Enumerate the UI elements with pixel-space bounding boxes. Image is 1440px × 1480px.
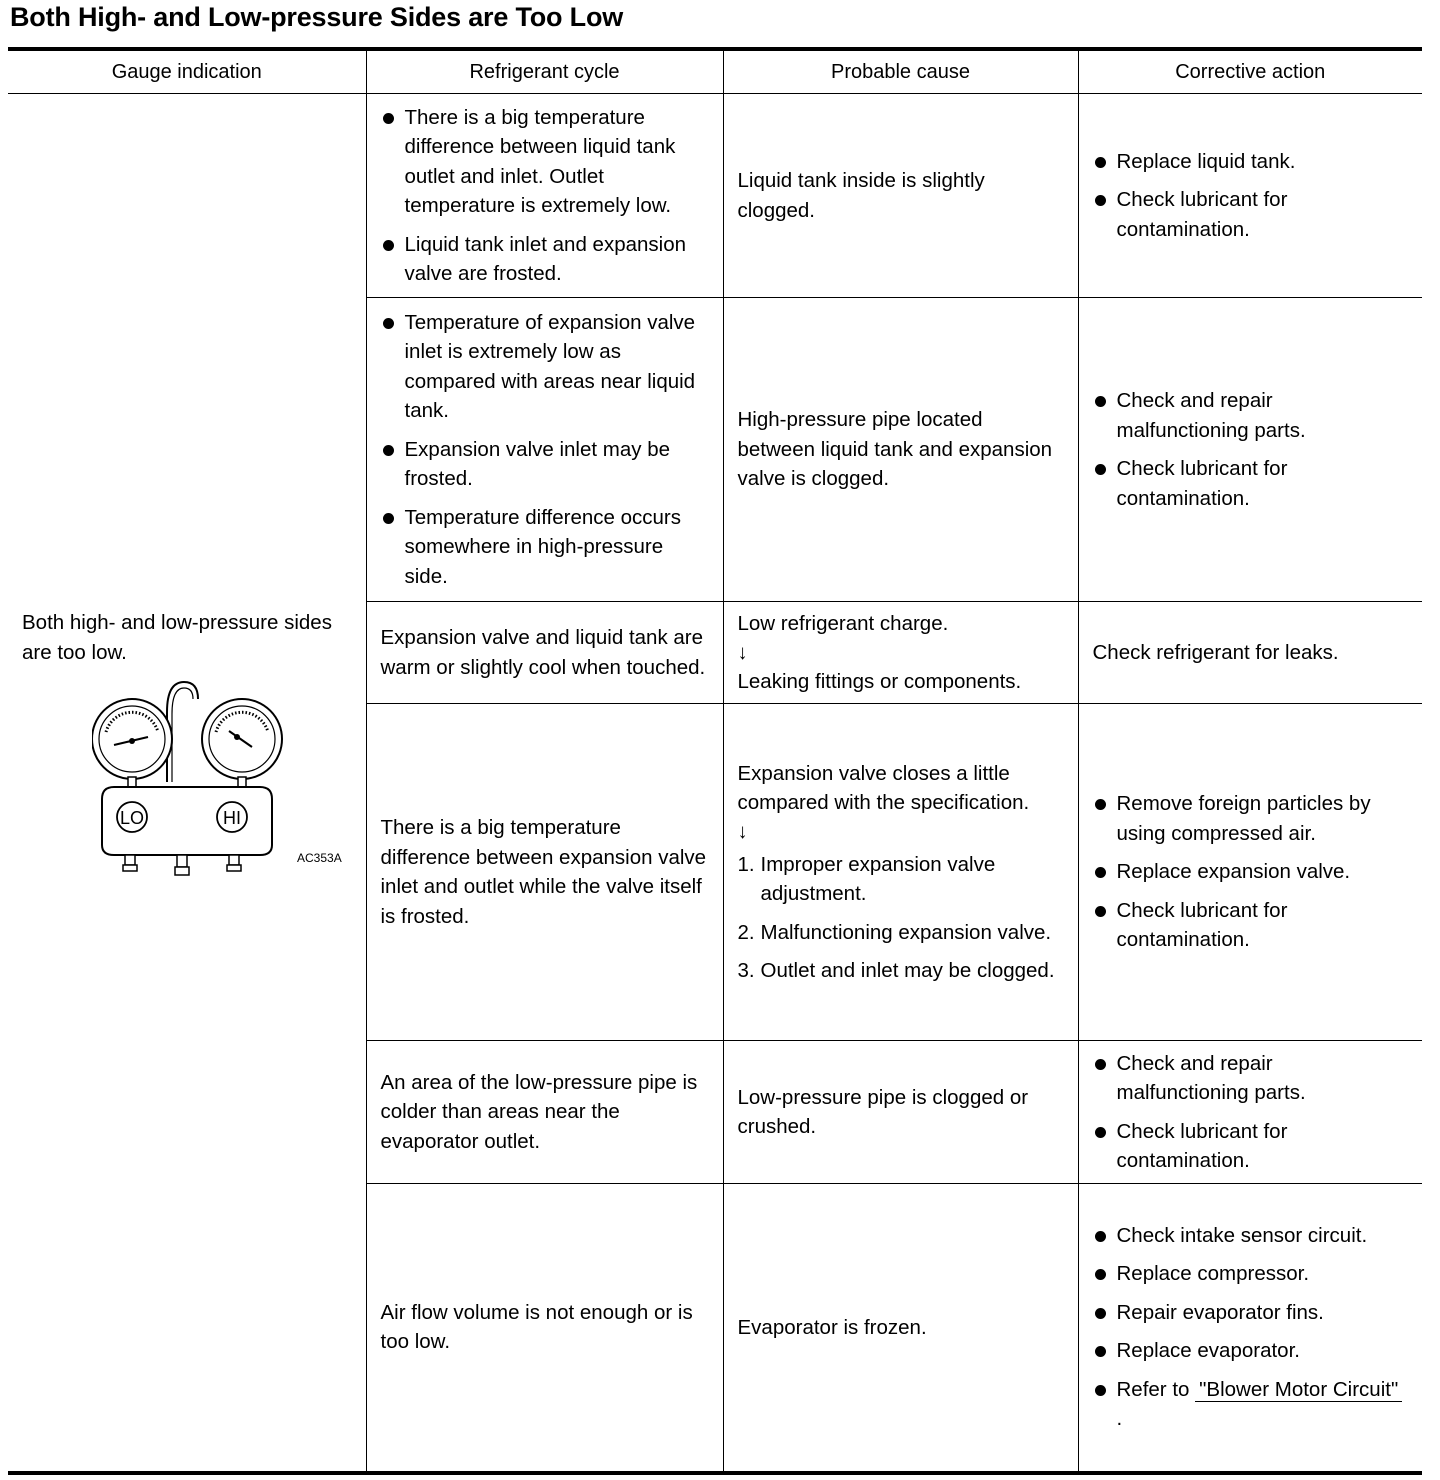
refrigerant-cycle-cell (366, 1041, 723, 1184)
list-item: 3. Outlet and inlet may be clogged. (737, 959, 1055, 982)
list-item: 2. Malfunctioning expansion valve. (737, 920, 1052, 944)
probable-cause-cell (723, 298, 1078, 602)
list-item: There is a big temperature difference between liquid tank outlet and inlet. Outlet temperature is extremely low. (381, 103, 709, 221)
header-probable-cause: Probable cause (723, 49, 1078, 94)
cycle-text: An area of the low-pressure pipe is colder than areas near the evaporator outlet. (380, 1070, 698, 1153)
probable-cause-cell (723, 1041, 1078, 1184)
list-item: Replace evaporator. (1093, 1336, 1409, 1366)
cause-text: High-pressure pipe located between liquid tank and expansion valve is clogged. (737, 408, 1053, 491)
list-item: Temperature of expansion valve inlet is extremely low as compared with areas near liquid tank. (381, 308, 709, 426)
lo-label: LO (119, 808, 145, 829)
corrective-action-cell (1078, 602, 1422, 704)
figure-code: AC353A (297, 851, 342, 866)
corrective-action-cell (1078, 704, 1422, 1041)
refrigerant-cycle-cell (366, 704, 723, 1041)
table-row (8, 94, 1422, 298)
corrective-action-cell (1078, 94, 1422, 298)
list-item: Check and repair malfunctioning parts. (1093, 386, 1409, 445)
corrective-action-cell (1078, 298, 1422, 602)
header-refrigerant-cycle: Refrigerant cycle (366, 49, 723, 94)
refrigerant-cycle-cell (366, 298, 723, 602)
probable-cause-cell (723, 1184, 1078, 1473)
list-item: Check intake sensor circuit. (1093, 1221, 1409, 1251)
list-item: Liquid tank inlet and expansion valve are frosted. (381, 230, 709, 289)
refrigerant-cycle-cell (366, 1184, 723, 1473)
header-gauge-indication: Gauge indication (8, 49, 366, 94)
diagnosis-table (8, 47, 1422, 1475)
list-item: Check lubricant for contamination. (1093, 1117, 1409, 1176)
cause-text: Evaporator is frozen. (737, 1315, 927, 1339)
list-item: Check lubricant for contamination. (1093, 454, 1409, 513)
gauge-indication-text: Both high- and low-pressure sides are too low. (22, 611, 332, 664)
cause-text: Expansion valve closes a little compared with the specification. (737, 761, 1030, 814)
list-item: Repair evaporator fins. (1093, 1298, 1409, 1328)
arrow-down-icon: ↓ (737, 819, 748, 843)
list-item: Temperature difference occurs somewhere in high-pressure side. (381, 503, 709, 592)
list-item: Replace liquid tank. (1093, 147, 1409, 177)
probable-cause-cell (723, 94, 1078, 298)
action-text: Check refrigerant for leaks. (1092, 640, 1339, 664)
manifold-gauge-illustration (92, 677, 342, 892)
cycle-text: Air flow volume is not enough or is too low. (380, 1300, 693, 1354)
list-item: Check lubricant for contamination. (1093, 896, 1409, 955)
cycle-text: Expansion valve and liquid tank are warm or slightly cool when touched. (380, 626, 706, 679)
cause-text: Low-pressure pipe is clogged or crushed. (737, 1085, 1029, 1138)
list-item: Check lubricant for contamination. (1093, 185, 1409, 244)
probable-cause-cell (723, 704, 1078, 1041)
list-item: Expansion valve inlet may be frosted. (381, 435, 709, 494)
gauge-indication-cell (8, 94, 366, 1473)
corrective-action-cell (1078, 1041, 1422, 1184)
cycle-text: There is a big temperature difference between expansion valve inlet and outlet while the valve itself is frosted. (380, 816, 707, 928)
cause-text: Leaking fittings or components. (737, 669, 1022, 693)
refrigerant-cycle-cell (366, 94, 723, 298)
page-title: Both High- and Low-pressure Sides are Too Low (10, 2, 624, 32)
arrow-down-icon: ↓ (737, 640, 748, 664)
cause-text: Low refrigerant charge. (737, 612, 949, 635)
probable-cause-cell (723, 602, 1078, 704)
corrective-action-cell (1078, 1184, 1422, 1473)
list-item: 1. Improper expansion valve adjustment. (737, 852, 996, 905)
blower-motor-circuit-link[interactable]: "Blower Motor Circuit" (1195, 1378, 1402, 1402)
header-corrective-action: Corrective action (1078, 49, 1422, 94)
refer-prefix: Refer to (1116, 1377, 1196, 1401)
hi-label: HI (223, 808, 241, 829)
list-item: Check and repair malfunctioning parts. (1093, 1049, 1409, 1108)
list-item: Remove foreign particles by using compressed air. (1093, 789, 1409, 848)
cause-text: Liquid tank inside is slightly clogged. (737, 169, 985, 222)
header-row (8, 49, 1422, 94)
refer-suffix: . (1116, 1407, 1123, 1431)
refrigerant-cycle-cell (366, 602, 723, 704)
list-item: Replace compressor. (1093, 1259, 1409, 1289)
list-item: Replace expansion valve. (1093, 857, 1409, 887)
list-item (1093, 1375, 1409, 1434)
